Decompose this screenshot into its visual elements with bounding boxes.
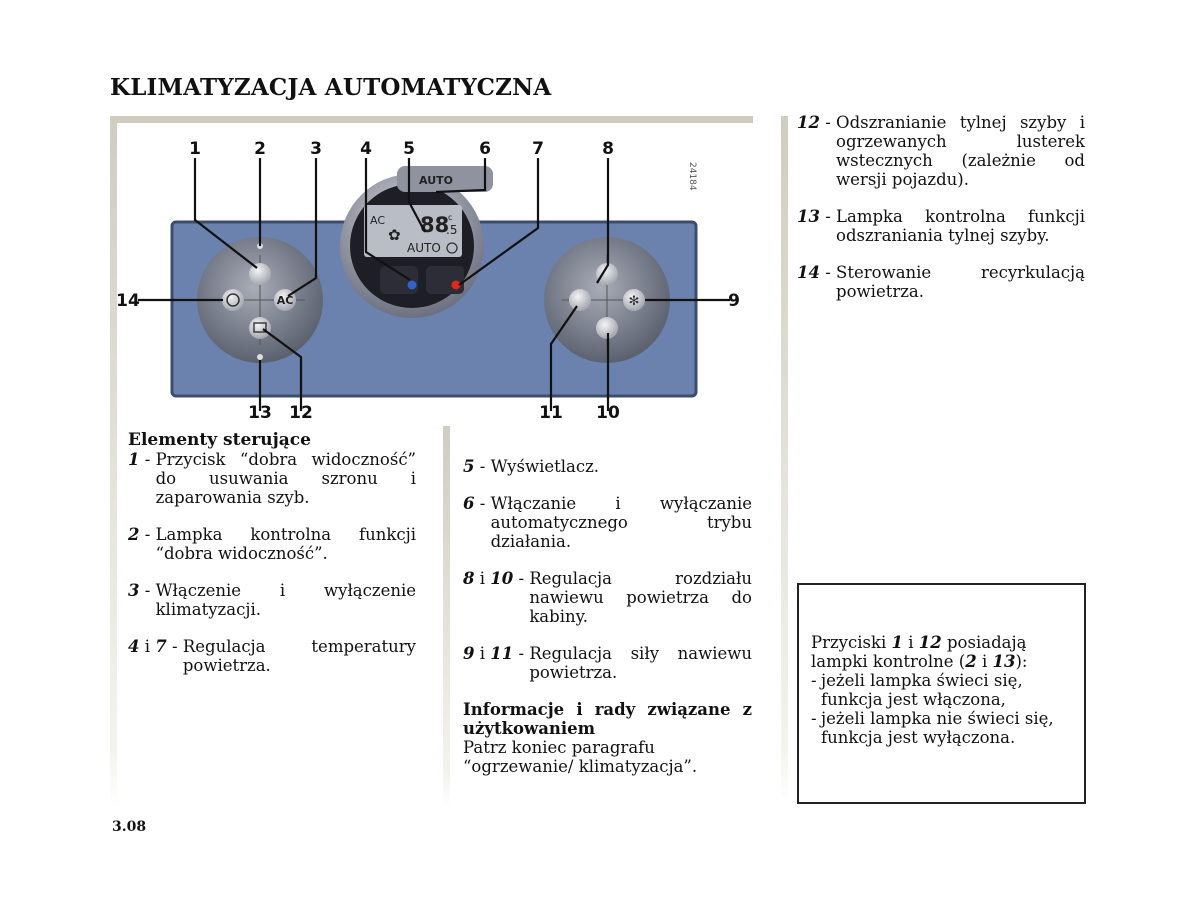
figure-label-4: 4 [360,139,372,159]
page-number: 3.08 [112,819,147,835]
recirculation-button [222,289,244,311]
right-column [797,113,1085,319]
defrost-button [249,263,271,285]
list-item: 2 - Lampka kontrolna funkcji “dobra widoczność”. [128,525,416,563]
controls-heading: Elementy sterujące [128,430,311,450]
usage-notes-heading: Informacje i rady związane z użytkowaniem [463,700,752,738]
header-rule [110,116,753,123]
svg-text:AUTO: AUTO [407,241,441,255]
svg-text:AUTO: AUTO [419,174,453,187]
rear-defrost-button [249,317,271,339]
info-box-intro: Przyciski 1 i 12 posiadają lampki kontrolne (2 i 13): [811,633,1028,671]
figure-label-10: 10 [596,403,620,423]
list-item: 3 - Włączenie i wyłączenie klimatyzacji. [128,581,416,619]
info-box-bullet: - jeżeli lampka nie świeci się, funkcja jest wyłączona. [811,709,1054,747]
middle-column [463,457,752,776]
svg-text:c: c [448,213,453,222]
svg-text:AC: AC [276,294,294,307]
figure-label-2: 2 [254,139,266,159]
figure-label-7: 7 [532,139,544,159]
rear-defrost-lamp [257,354,263,360]
usage-notes-text: Patrz koniec paragrafu “ogrzewanie/ klimatyzacja”. [463,738,698,776]
figure-label-3: 3 [310,139,322,159]
temperature-increase-button [426,266,464,294]
svg-text:✻: ✻ [628,294,640,309]
svg-text:AC: AC [370,214,386,227]
page-title: KLIMATYZACJA AUTOMATYCZNA [110,74,552,101]
svg-text:✿: ✿ [388,226,401,244]
figure-label-12: 12 [289,403,313,423]
list-item: 13 - Lampka kontrolna funkcji odszraniania tylnej szyby. [797,207,1085,245]
figure-label-11: 11 [539,403,563,423]
left-column-rule [110,116,117,806]
info-box-bullet: - jeżeli lampka świeci się, funkcja jest włączona, [811,671,1023,709]
fan-speed-down-button [569,289,591,311]
svg-text:.5: .5 [446,223,458,237]
list-item: 9 i 11 - Regulacja siły nawiewu powietrza. [463,644,752,682]
list-item: 4 i 7 - Regulacja temperatury powietrza. [128,637,416,675]
right-column-rule [781,116,788,806]
figure-label-1: 1 [189,139,201,159]
figure-label-5: 5 [403,139,415,159]
figure-label-9: 9 [728,291,740,311]
list-item: 5 - Wyświetlacz. [463,457,600,476]
list-item: 1 - Przycisk “dobra widoczność” do usuwania szronu i zaparowania szyb. [128,450,416,507]
figure-label-6: 6 [479,139,491,159]
svg-text:88: 88 [420,213,450,237]
warning-lamps-info-box [797,583,1086,804]
figure-label-14: 14 [116,291,140,311]
figure-label-13: 13 [248,403,272,423]
climate-control-panel-figure [116,128,740,428]
list-item: 12 - Odszranianie tylnej szyby i ogrzewanych lusterek wstecznych (zależnie od wersji pojazdu). [797,113,1085,189]
list-item: 8 i 10 - Regulacja rozdziału nawiewu powietrza do kabiny. [463,569,752,626]
list-item: 14 - Sterowanie recyrkulacją powietrza. [797,263,1085,301]
middle-column-rule [443,426,450,806]
list-item: 6 - Włączanie i wyłączanie automatycznego trybu działania. [463,494,752,551]
temperature-decrease-button [380,266,418,294]
figure-label-8: 8 [602,139,614,159]
figure-code: 24184 [687,162,697,191]
left-column [128,431,416,693]
